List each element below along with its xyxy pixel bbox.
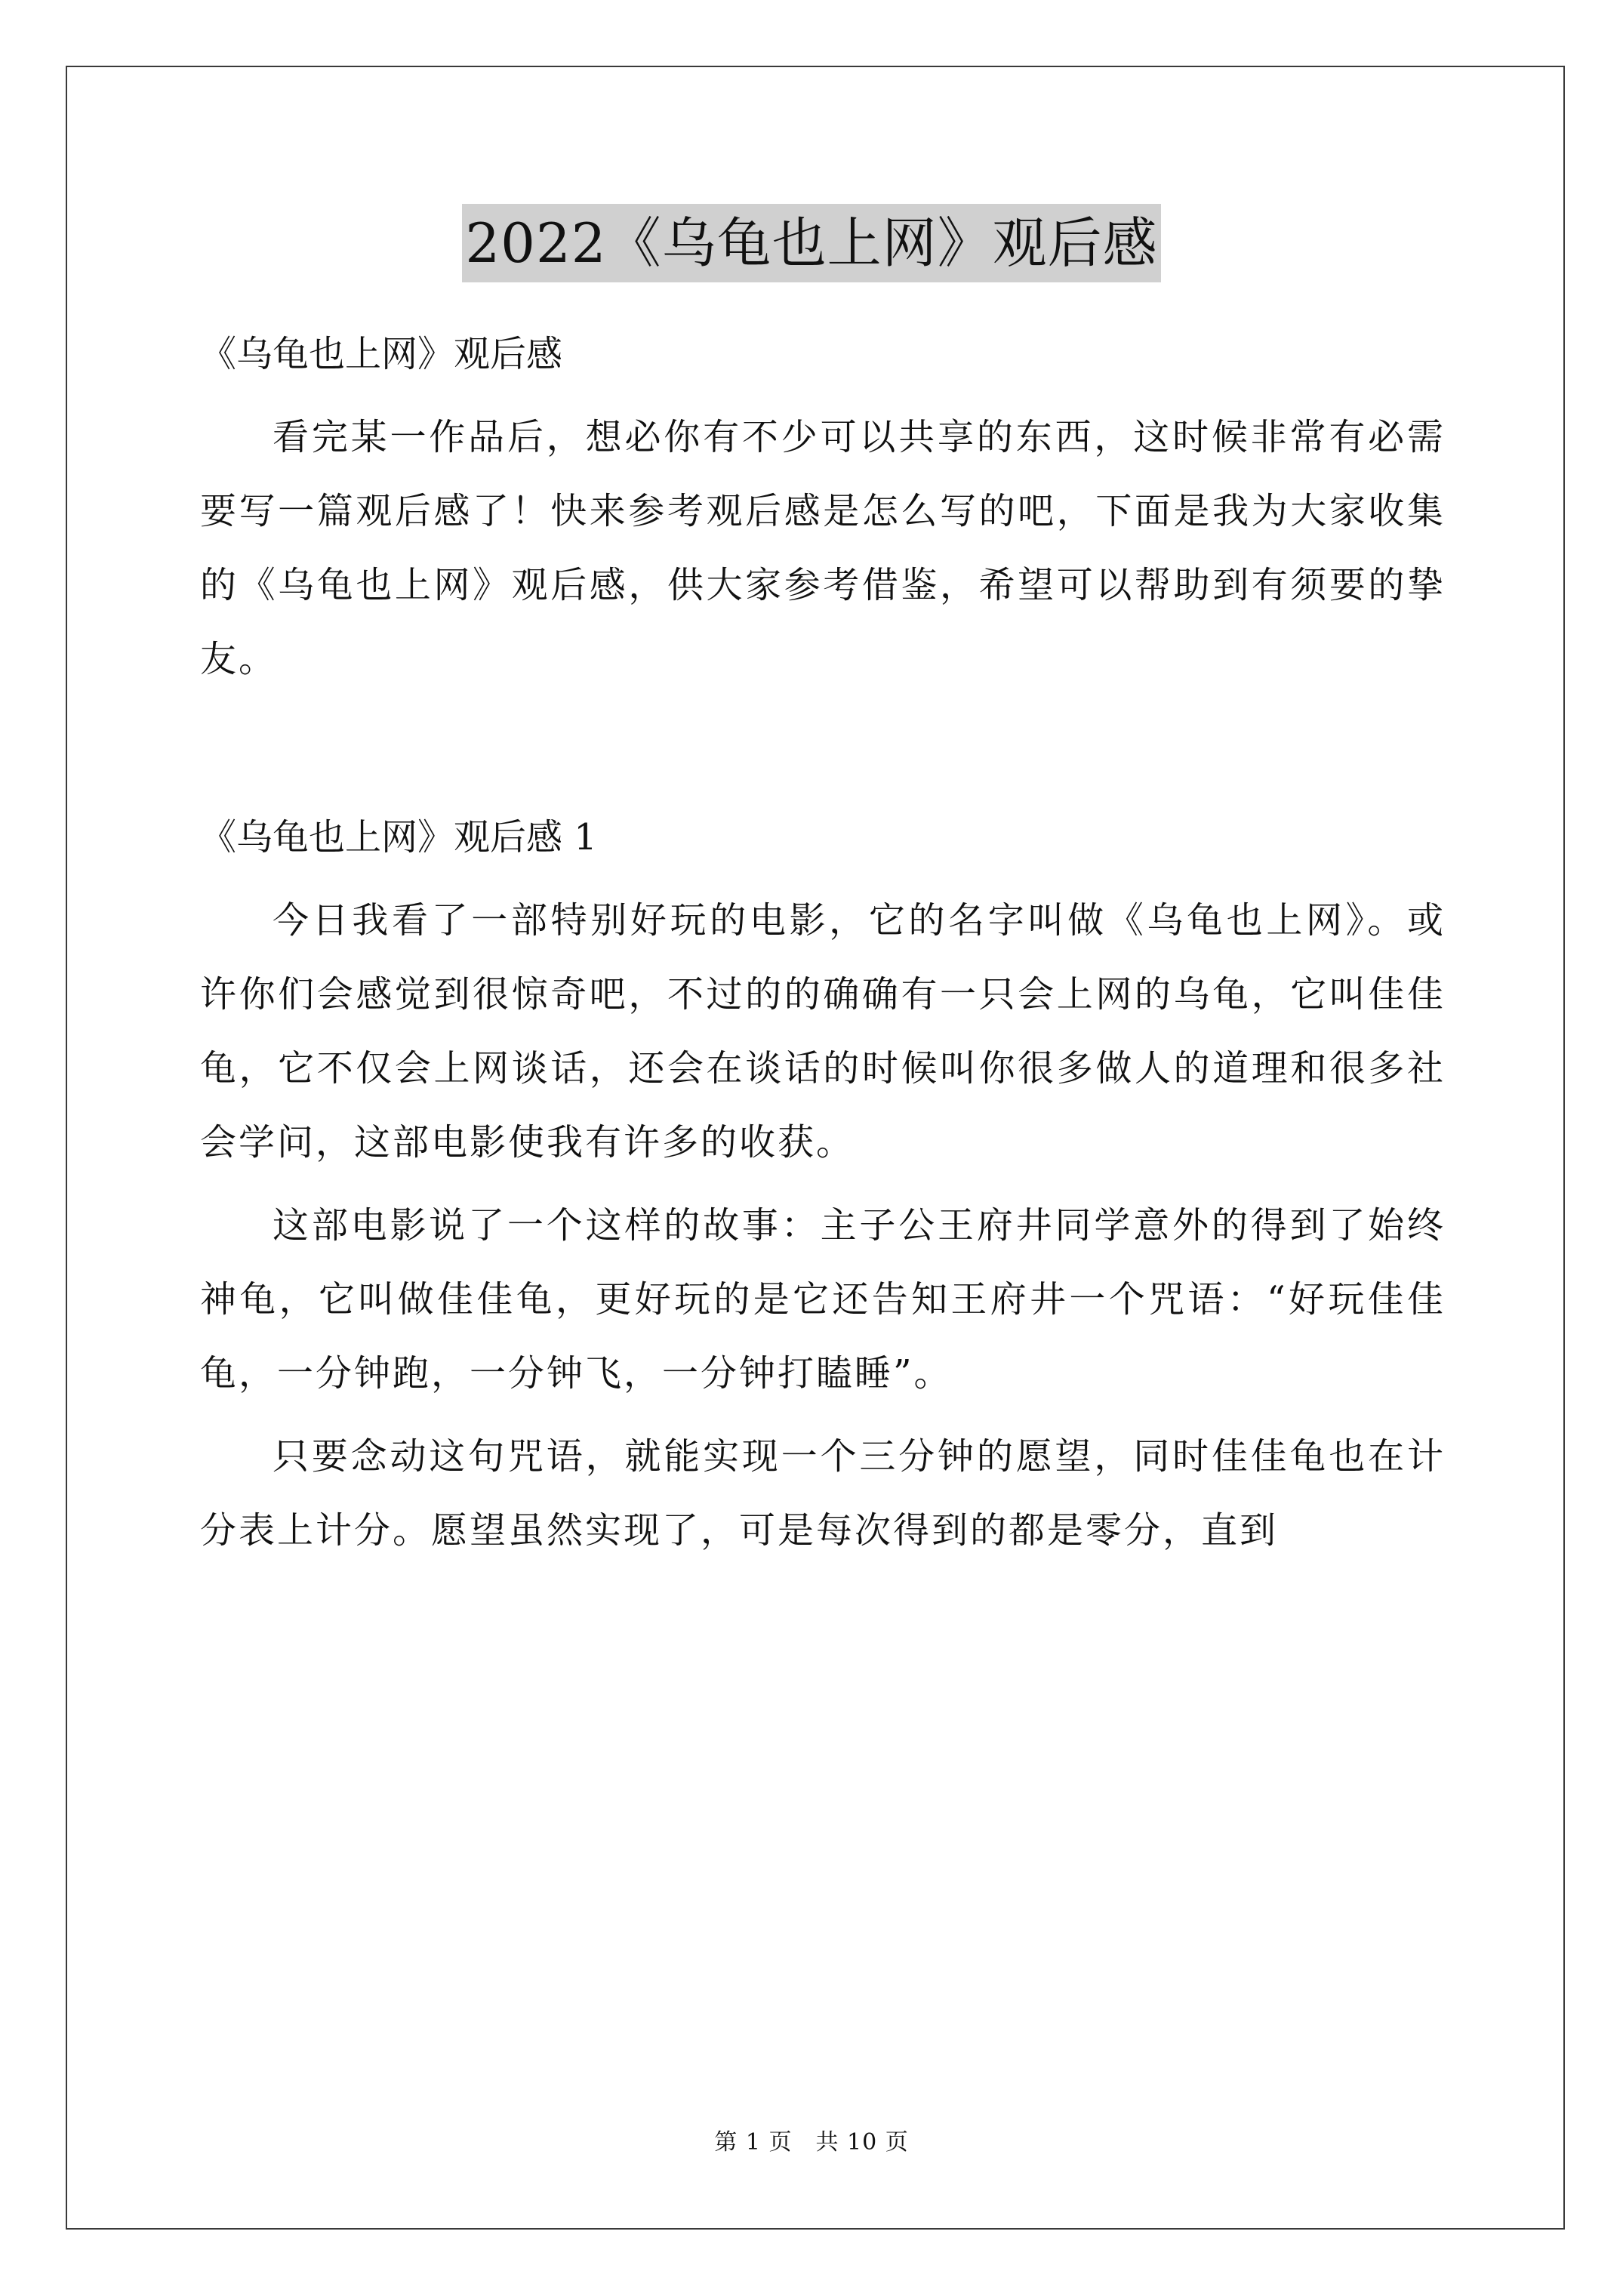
intro-paragraph: 看完某一作品后，想必你有不少可以共享的东西，这时候非常有必需要写一篇观后感了！快来参考观后感是怎么写的吧，下面是我为大家收集的《乌龟也上网》观后感，供大家参考借鉴，希望可以帮助到有须要的挚友。 <box>200 416 1446 680</box>
spacer <box>200 874 1446 883</box>
spacer <box>200 1179 1446 1188</box>
title-container <box>0 204 1623 282</box>
intro-heading: 《乌龟也上网》观后感 <box>200 333 563 375</box>
document-body <box>200 317 1446 1567</box>
spacer <box>200 696 1446 800</box>
page-footer: 第 1 页 共 10 页 <box>714 2129 909 2156</box>
document-title: 2022《乌龟也上网》观后感 <box>462 204 1160 282</box>
spacer <box>200 1410 1446 1419</box>
section1-paragraph-1: 今日我看了一部特别好玩的电影，它的名字叫做《乌龟也上网》。或许你们会感觉到很惊奇吧，不过的的确确有一只会上网的乌龟，它叫佳佳龟，它不仅会上网谈话，还会在谈话的时候叫你很多做人的道理和很多社会学问，这部电影使我有许多的收获。 <box>200 899 1446 1163</box>
spacer <box>200 391 1446 400</box>
section1-heading: 《乌龟也上网》观后感 1 <box>200 816 597 858</box>
section1-paragraph-2: 这部电影说了一个这样的故事：主子公王府井同学意外的得到了始终神龟，它叫做佳佳龟，更好玩的是它还告知王府井一个咒语：“好玩佳佳龟，一分钟跑，一分钟飞，一分钟打瞌睡”。 <box>200 1204 1446 1395</box>
section1-paragraph-3: 只要念动这句咒语，就能实现一个三分钟的愿望，同时佳佳龟也在计分表上计分。愿望虽然实现了，可是每次得到的都是零分，直到 <box>200 1435 1446 1552</box>
